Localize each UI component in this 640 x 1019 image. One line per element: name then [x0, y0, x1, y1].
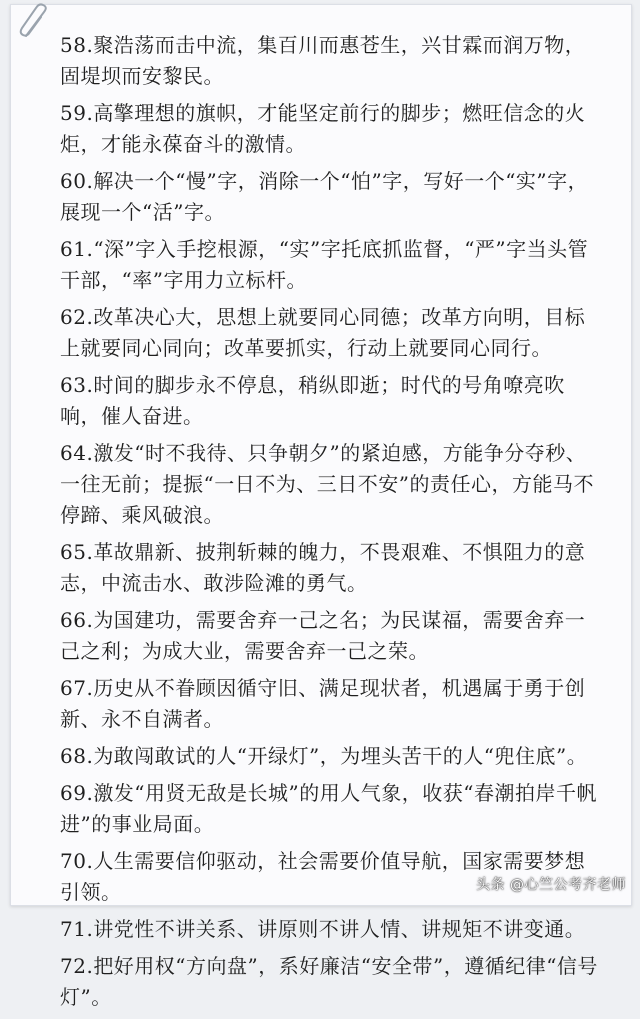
list-item: [60, 166, 600, 228]
item-text: 为国建功，需要舍弃一己之名；为民谋福，需要舍弃一己之利；为成大业，需要舍弃一己之荣。: [60, 608, 586, 663]
item-number: 70.: [60, 849, 94, 873]
item-text: 激发“用贤无敌是长城”的用人气象，收获“春潮拍岸千帆进”的事业局面。: [60, 781, 597, 836]
item-text: 高擎理想的旗帜，才能坚定前行的脚步；燃旺信念的火炬，才能永葆奋斗的激情。: [60, 101, 586, 156]
item-text: 历史从不眷顾因循守旧、满足现状者，机遇属于勇于创新、永不自满者。: [60, 676, 586, 731]
item-text: 把好用权“方向盘”，系好廉洁“安全带”，遵循纪律“信号灯”。: [60, 954, 598, 1009]
item-number: 60.: [60, 169, 94, 193]
item-number: 63.: [60, 373, 94, 397]
item-text: 激发“时不我待、只争朝夕”的紧迫感，方能争分夺秒、一往无前；提振“一日不为、三日不安”的责任心，方能马不停蹄、乘风破浪。: [60, 441, 594, 527]
list-item: [60, 914, 600, 945]
list-item: [60, 30, 600, 92]
item-number: 68.: [60, 744, 94, 768]
item-number: 58.: [60, 33, 94, 57]
list-item: [60, 234, 600, 296]
item-number: 69.: [60, 781, 94, 805]
item-text: 讲党性不讲关系、讲原则不讲人情、讲规矩不讲变通。: [93, 917, 586, 941]
item-text: 改革决心大，思想上就要同心同德；改革方向明，目标上就要同心同向；改革要抓实，行动上就要同心同行。: [60, 305, 586, 360]
list-item: [60, 673, 600, 735]
item-text: 革故鼎新、披荆斩棘的魄力，不畏艰难、不惧阻力的意志，中流击水、敢涉险滩的勇气。: [60, 540, 586, 595]
watermark: 头条 @心竺公考齐老师: [476, 877, 626, 893]
item-number: 65.: [60, 540, 94, 564]
item-number: 67.: [60, 676, 94, 700]
item-number: 72.: [60, 954, 94, 978]
list-item: [60, 778, 600, 840]
list-item: [60, 302, 600, 364]
item-text: 人生需要信仰驱动，社会需要价值导航，国家需要梦想引领。: [60, 849, 586, 904]
list-item: [60, 370, 600, 432]
item-text: 时间的脚步永不停息，稍纵即逝；时代的号角嘹亮吹响，催人奋进。: [60, 373, 565, 428]
list-item: [60, 741, 600, 772]
list-item: [60, 438, 600, 531]
paperclip-icon: [14, 2, 54, 42]
list-item: [60, 605, 600, 667]
item-text: 为敢闯敢试的人“开绿灯”，为埋头苦干的人“兜住底”。: [93, 744, 588, 768]
item-number: 59.: [60, 101, 94, 125]
list-item: [60, 537, 600, 599]
item-number: 62.: [60, 305, 94, 329]
item-text: “深”字入手挖根源，“实”字托底抓监督，“严”字当头管干部，“率”字用力立标杆。: [60, 237, 589, 292]
item-number: 64.: [60, 441, 94, 465]
item-text: 解决一个“慢”字，消除一个“怕”字，写好一个“实”字，展现一个“活”字。: [60, 169, 589, 224]
item-number: 71.: [60, 917, 94, 941]
list-item: [60, 98, 600, 160]
item-number: 61.: [60, 237, 94, 261]
list-item: [60, 951, 600, 1013]
item-number: 66.: [60, 608, 94, 632]
item-text: 聚浩荡而击中流，集百川而惠苍生，兴甘霖而润万物，固堤坝而安黎民。: [60, 33, 586, 88]
quote-list: [60, 30, 600, 1019]
